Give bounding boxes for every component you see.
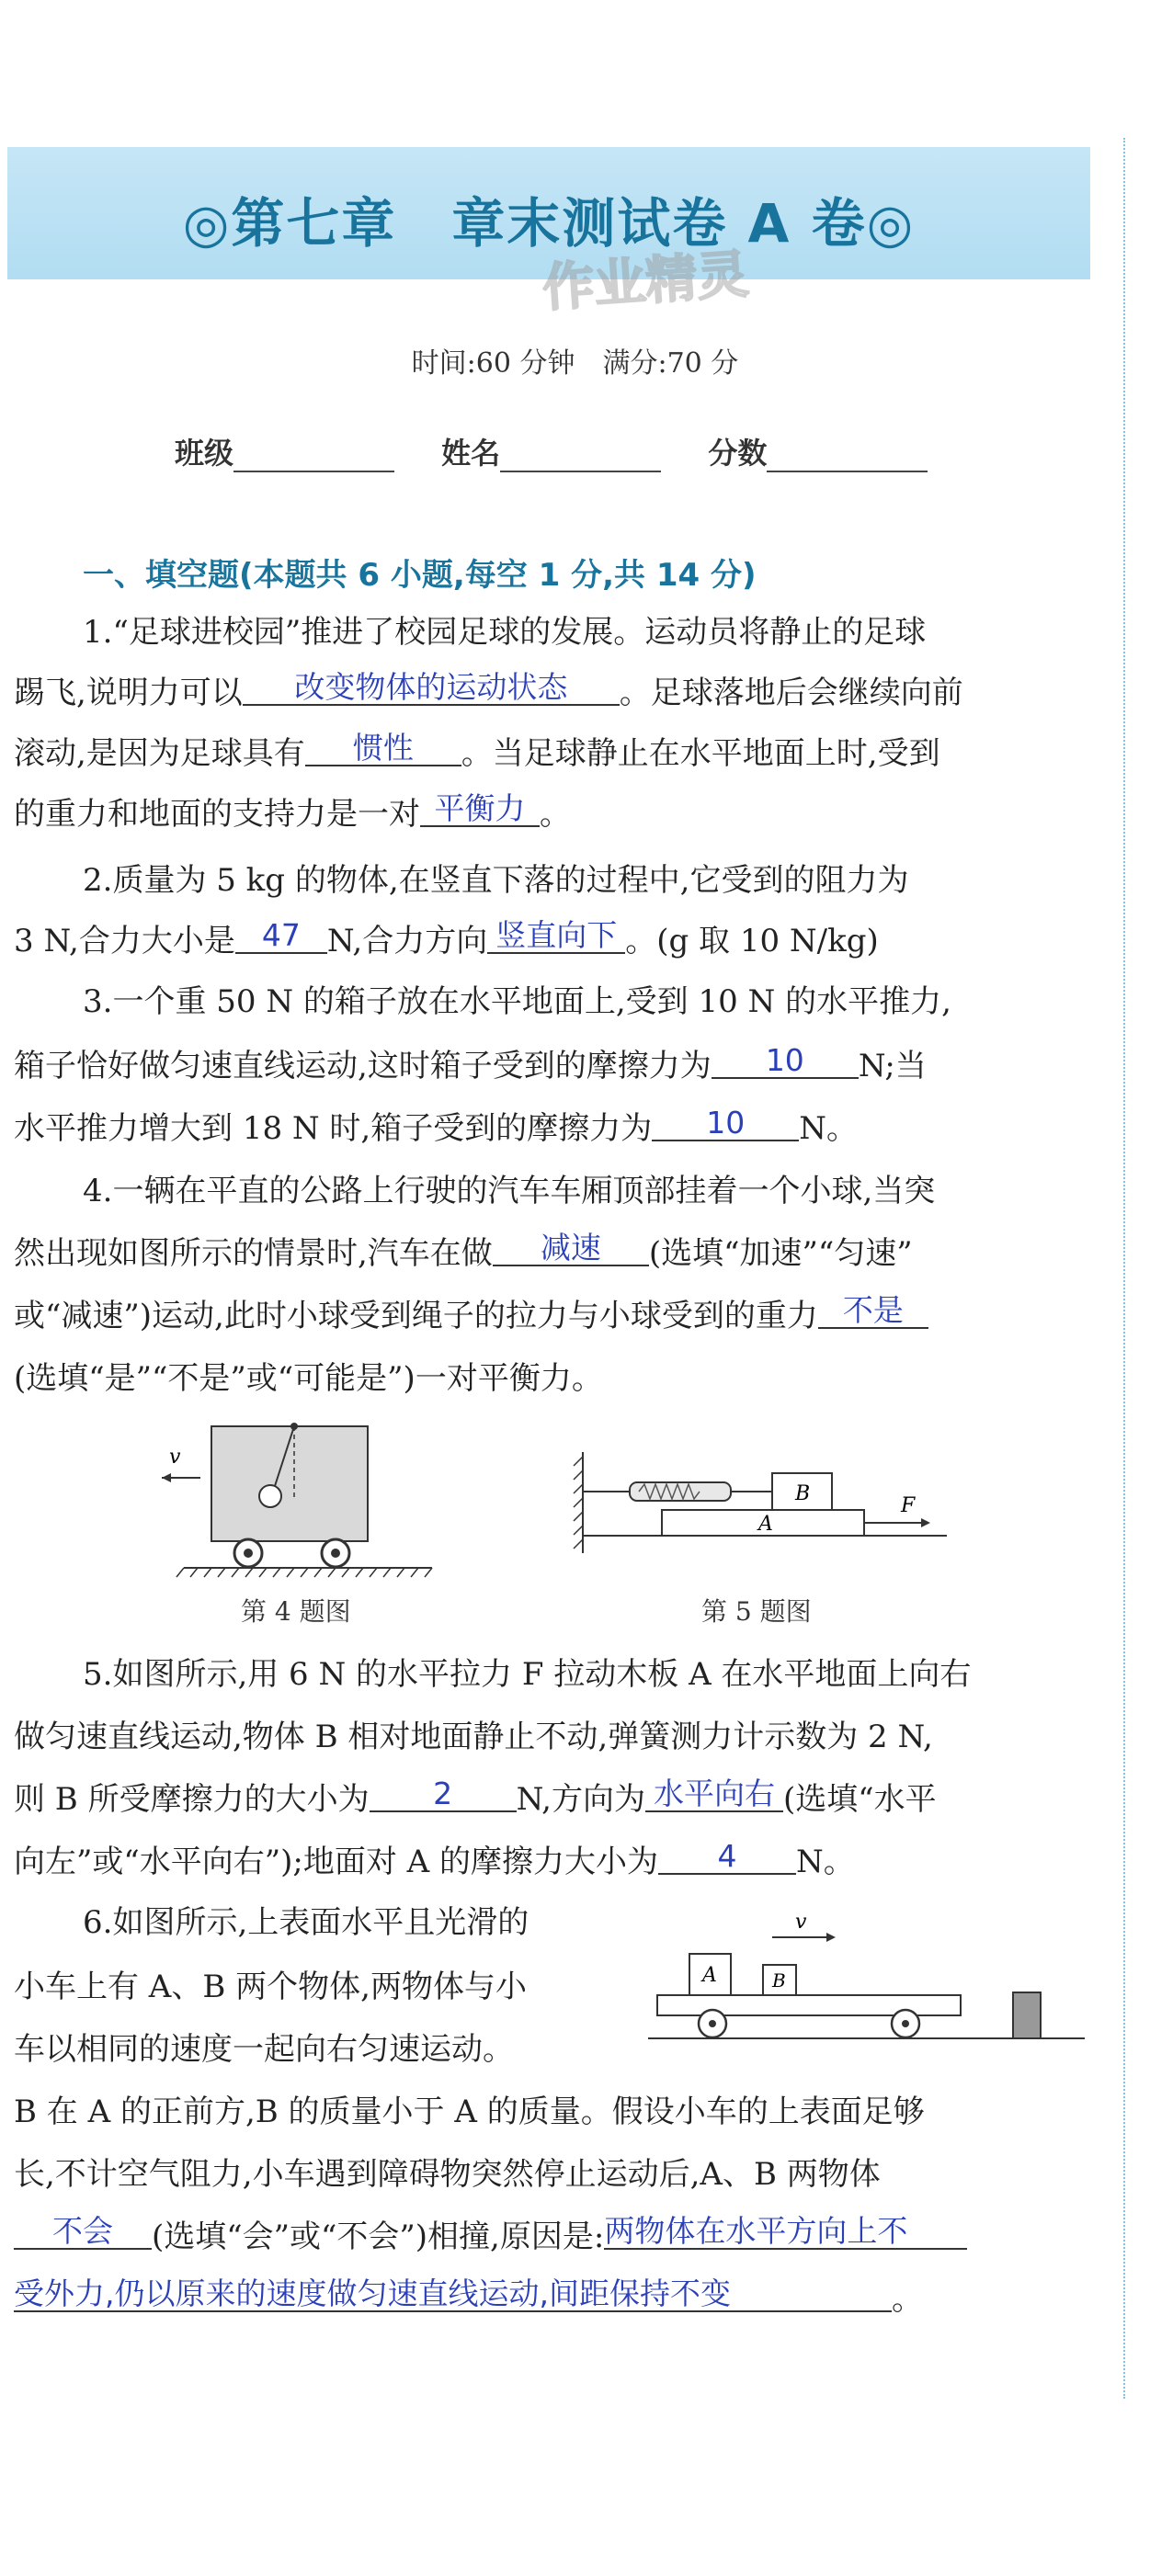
q1-text: 的重力和地面的支持力是一对 <box>14 796 420 833</box>
q2-answer2: 竖直向下 <box>487 919 625 954</box>
q2-line1: 2.质量为 5 kg 的物体,在竖直下落的过程中,它受到的阻力为 <box>83 862 909 899</box>
figure-6 <box>643 1902 1103 2059</box>
wheel-hub <box>331 1549 340 1558</box>
q4-line2 <box>14 1230 1099 1272</box>
q2-text: 。(g 取 10 N/kg) <box>625 923 879 959</box>
q1-answer1: 改变物体的运动状态 <box>243 671 620 706</box>
q2-line2 <box>14 917 1099 959</box>
q6-line1: 6.如图所示,上表面水平且光滑的 <box>83 1904 529 1941</box>
block-a-label: A <box>702 1964 717 1987</box>
class-label: 班级 <box>175 436 234 471</box>
wall-hatch <box>574 1457 583 1549</box>
q3-text: 水平推力增大到 18 N 时,箱子受到的摩擦力为 <box>14 1110 653 1147</box>
q6-answer2-part2: 受外力,仍以原来的速度做匀速直线运动,间距保持不变 <box>14 2277 892 2312</box>
q6-line4: B 在 A 的正前方,B 的质量小于 A 的质量。假设小车的上表面足够 <box>14 2094 925 2130</box>
q4-line4: (选填“是”“不是”或“可能是”)一对平衡力。 <box>14 1360 603 1397</box>
q4-text: (选填“加速”“匀速” <box>648 1235 913 1272</box>
wheel-hub <box>902 2020 909 2027</box>
ground-hatch <box>176 1568 432 1577</box>
q5-line2: 做匀速直线运动,物体 B 相对地面静止不动,弹簧测力计示数为 2 N, <box>14 1719 933 1755</box>
q3-text: 箱子恰好做匀速直线运动,这时箱子受到的摩擦力为 <box>14 1048 712 1084</box>
q1-line3 <box>14 730 1099 772</box>
block-b-label: B <box>772 1969 786 1992</box>
arrow-head <box>826 1933 836 1942</box>
watermark: 作业精灵 <box>541 244 751 319</box>
wheel-hub <box>244 1549 253 1558</box>
q5-answer2: 水平向右 <box>645 1777 783 1812</box>
time-score-info: 时间:60 分钟 满分:70 分 <box>411 347 739 380</box>
fig5-caption: 第 5 题图 <box>701 1596 812 1627</box>
q1-line1: 1.“足球进校园”推进了校园足球的发展。运动员将静止的足球 <box>83 614 927 651</box>
q6-line2: 小车上有 A、B 两个物体,两物体与小 <box>14 1969 527 2005</box>
q3-line2 <box>14 1042 1099 1084</box>
q6-text: 。 <box>892 2281 923 2318</box>
q3-answer2: 10 <box>652 1106 799 1141</box>
q1-text: 。 <box>540 796 571 833</box>
velocity-label: v <box>169 1446 181 1469</box>
q6-line5: 长,不计空气阻力,小车遇到障碍物突然停止运动后,A、B 两物体 <box>14 2156 881 2193</box>
q5-line4 <box>14 1838 1099 1880</box>
q6-line3: 车以相同的速度一起向右匀速运动。 <box>14 2031 514 2068</box>
q3-text: N。 <box>799 1110 858 1147</box>
q5-answer3: 4 <box>658 1840 796 1875</box>
q1-text: 踢飞,说明力可以 <box>14 675 243 711</box>
q1-answer2: 惯性 <box>305 732 461 766</box>
force-label: F <box>901 1494 916 1517</box>
hook <box>290 1423 298 1430</box>
q6-text: (选填“会”或“不会”)相撞,原因是: <box>152 2219 605 2255</box>
q4-answer1: 减速 <box>493 1231 649 1266</box>
student-fields <box>175 430 964 472</box>
block-b-label: B <box>795 1482 811 1505</box>
q2-text: N,合力方向 <box>326 923 488 959</box>
name-field[interactable] <box>500 439 661 472</box>
q5-text: N,方向为 <box>516 1781 645 1818</box>
q6-line7 <box>14 2275 1099 2318</box>
fig4-caption: 第 4 题图 <box>241 1596 351 1627</box>
figure-5 <box>570 1447 956 1567</box>
chapter-title: ◎第七章 章末测试卷 A 卷◎ <box>182 192 916 255</box>
q6-answer2-part1: 两物体在水平方向上不 <box>604 2215 967 2250</box>
q6-answer1: 不会 <box>14 2215 152 2250</box>
q3-line1: 3.一个重 50 N 的箱子放在水平地面上,受到 10 N 的水平推力, <box>83 983 951 1020</box>
q5-text: (选填“水平 <box>783 1781 937 1818</box>
q4-answer2: 不是 <box>818 1294 928 1329</box>
class-field[interactable] <box>233 439 394 472</box>
q1-text: 。当足球静止在水平地面上时,受到 <box>461 735 940 772</box>
q4-text: 或“减速”)运动,此时小球受到绳子的拉力与小球受到的重力 <box>14 1298 818 1334</box>
q1-text: 滚动,是因为足球具有 <box>14 735 305 772</box>
q5-text: 则 B 所受摩擦力的大小为 <box>14 1781 370 1818</box>
q1-line2 <box>14 669 1099 711</box>
q2-answer1: 47 <box>235 919 327 954</box>
q5-text: 向左”或“水平向右”);地面对 A 的摩擦力大小为 <box>14 1844 659 1880</box>
q3-line3 <box>14 1105 1099 1147</box>
figure-4 <box>156 1415 450 1581</box>
q5-line1: 5.如图所示,用 6 N 的水平拉力 F 拉动木板 A 在水平地面上向右 <box>83 1656 972 1693</box>
q5-text: N。 <box>796 1844 855 1880</box>
q1-answer3: 平衡力 <box>420 792 540 827</box>
board-a-label: A <box>758 1513 773 1536</box>
ball <box>259 1485 281 1507</box>
q4-line1: 4.一辆在平直的公路上行驶的汽车车厢顶部挂着一个小球,当突 <box>83 1173 936 1209</box>
score-label: 分数 <box>708 436 768 471</box>
q4-text: 然出现如图所示的情景时,汽车在做 <box>14 1235 493 1272</box>
q1-text: 。足球落地后会继续向前 <box>619 675 963 711</box>
name-label: 姓名 <box>441 436 501 471</box>
q2-text: 3 N,合力大小是 <box>14 923 235 959</box>
wheel-hub <box>709 2020 716 2027</box>
q4-line3 <box>14 1292 1099 1334</box>
page-edge-dots <box>1123 138 1133 2399</box>
q3-answer1: 10 <box>712 1044 859 1079</box>
velocity-label: v <box>795 1911 807 1934</box>
q6-line6 <box>14 2213 1099 2255</box>
score-field[interactable] <box>767 439 928 472</box>
obstacle <box>1013 1992 1041 2038</box>
arrow-head <box>162 1473 171 1482</box>
section-title: 一、填空题(本题共 6 小题,每空 1 分,共 14 分) <box>83 557 757 594</box>
q5-answer1: 2 <box>370 1777 517 1812</box>
arrow-head <box>921 1518 930 1527</box>
q1-line4 <box>14 790 1099 833</box>
q3-text: N;当 <box>858 1048 927 1084</box>
q5-line3 <box>14 1776 1099 1818</box>
car-body <box>211 1426 368 1541</box>
